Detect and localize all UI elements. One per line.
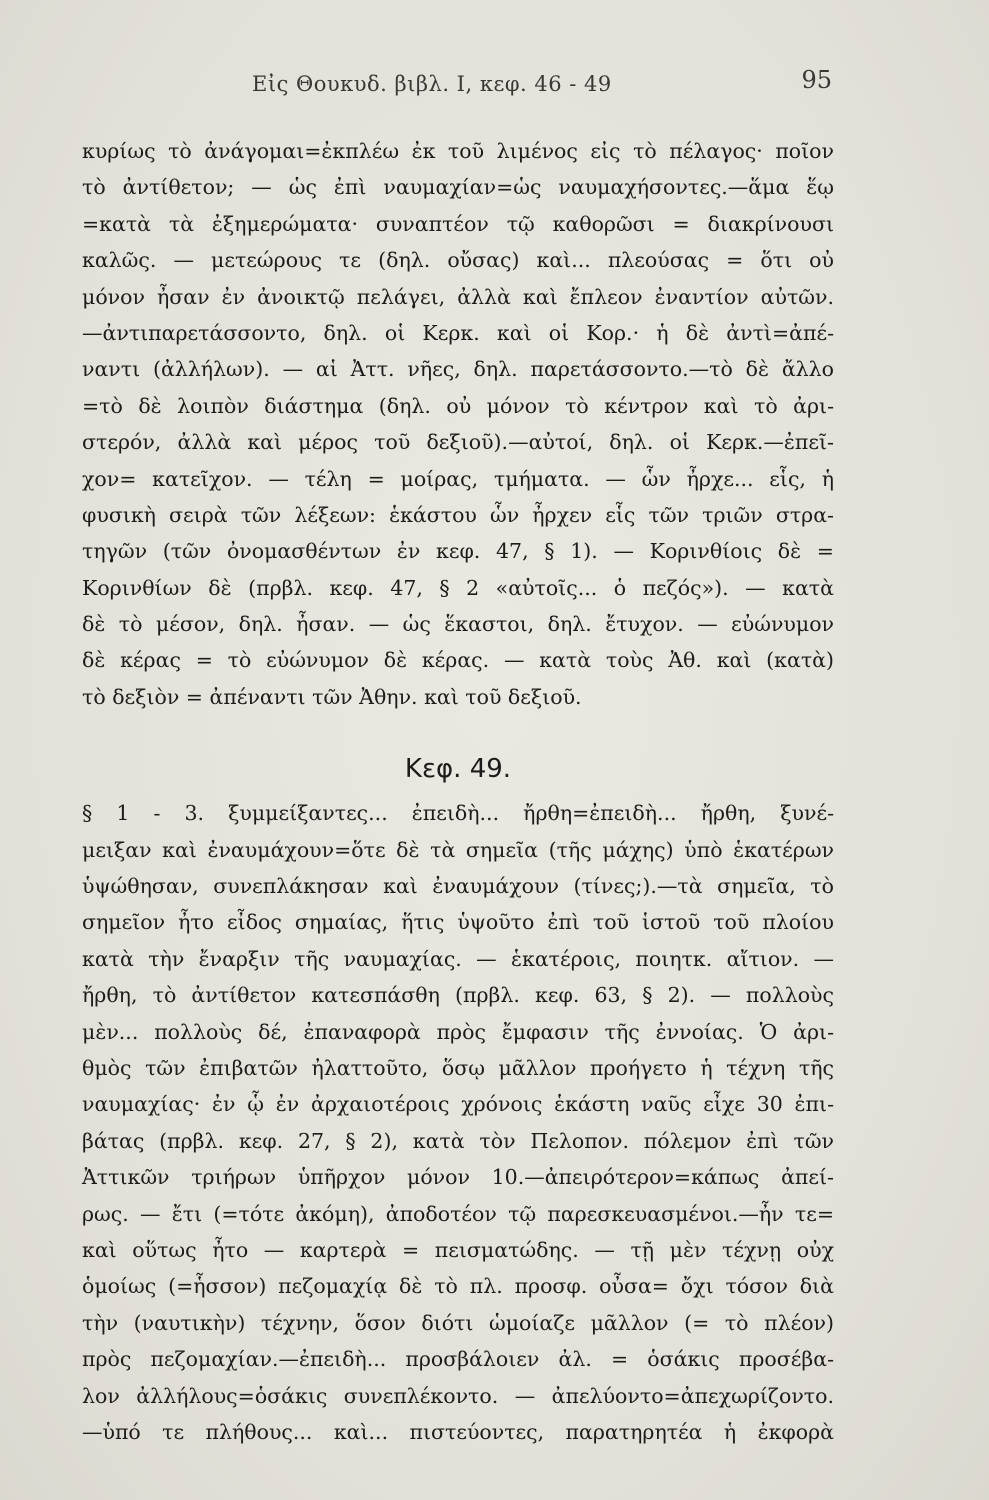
text-line: τὸ δεξιὸν = ἀπέναντι τῶν Ἀθην. καὶ τοῦ δεξιοῦ. bbox=[82, 684, 582, 709]
text-line: —ἀντιπαρετάσσοντο, δηλ. οἱ Κερκ. καὶ οἱ Κορ.· ἡ δὲ ἀντὶ=ἀπέ- bbox=[82, 320, 834, 345]
text-line: μειξαν καὶ ἐναυμάχουν=ὅτε δὲ τὰ σημεῖα (τῆς μάχης) ὑπὸ ἑκατέρων bbox=[82, 837, 834, 862]
text-line: σημεῖον ἦτο εἶδος σημαίας, ἥτις ὑψοῦτο ἐπὶ τοῦ ἱστοῦ τοῦ πλοίου bbox=[82, 910, 834, 935]
text-line: ὁμοίως (=ἧσσον) πεζομαχίᾳ δὲ τὸ πλ. προσφ. οὖσα= ὄχι τόσον διὰ bbox=[82, 1274, 834, 1299]
text-line: =κατὰ τὰ ἐξημερώματα· συναπτέον τῷ καθορῶσι = διακρίνουσι bbox=[82, 211, 834, 236]
text-line: § 1 - 3. ξυμμείξαντες... ἐπειδὴ... ἤρθη=ἐπειδὴ... ἤρθη, ξυνέ- bbox=[82, 801, 834, 826]
text-line: στερόν, ἀλλὰ καὶ μέρος τοῦ δεξιοῦ).—αὐτοί, δηλ. οἱ Κερκ.—ἐπεῖ- bbox=[82, 430, 834, 455]
chapter-heading: Κεφ. 49. bbox=[404, 754, 512, 785]
text-line: μόνον ἦσαν ἐν ἀνοικτῷ πελάγει, ἀλλὰ καὶ ἔπλεον ἐναντίον αὐτῶν. bbox=[82, 284, 834, 309]
commentary-text bbox=[82, 133, 834, 1450]
page-header bbox=[92, 66, 832, 102]
text-line: μὲν... πολλοὺς δέ, ἐπαναφορὰ πρὸς ἔμφασιν τῆς ἐννοίας. Ὁ ἀρι- bbox=[82, 1019, 834, 1044]
text-line: ὑψώθησαν, συνεπλάκησαν καὶ ἐναυμάχουν (τίνες;).—τὰ σημεῖα, τὸ bbox=[82, 874, 834, 899]
text-line: τὸ ἀντίθετον; — ὡς ἐπὶ ναυμαχίαν=ὡς ναυμαχήσοντες.—ἅμα ἕῳ bbox=[82, 175, 834, 200]
text-line: ναυμαχίας· ἐν ᾧ ἐν ἀρχαιοτέροις χρόνοις ἑκάστη ναῦς εἶχε 30 ἐπι- bbox=[82, 1092, 834, 1117]
running-head: Εἰς Θουκυδ. βιβλ. Ι, κεφ. 46 - 49 bbox=[252, 72, 612, 96]
text-line: δὲ τὸ μέσον, δηλ. ἦσαν. — ὡς ἕκαστοι, δηλ. ἔτυχον. — εὐώνυμον bbox=[82, 612, 834, 637]
text-line: Κορινθίων δὲ (πρβλ. κεφ. 47, § 2 «αὐτοῖς... ὁ πεζός»). — κατὰ bbox=[82, 575, 834, 600]
text-line: καλῶς. — μετεώρους τε (δηλ. οὔσας) καὶ... πλεούσας = ὅτι οὐ bbox=[82, 248, 834, 273]
text-line: ρως. — ἔτι (=τότε ἀκόμη), ἀποδοτέον τῷ παρεσκευασμένοι.—ἦν τε= bbox=[82, 1201, 834, 1226]
text-line: θμὸς τῶν ἐπιβατῶν ἠλαττοῦτο, ὅσῳ μᾶλλον προήγετο ἡ τέχνη τῆς bbox=[82, 1055, 834, 1080]
text-line: κατὰ τὴν ἔναρξιν τῆς ναυμαχίας. — ἑκατέροις, ποιητκ. αἴτιον. — bbox=[82, 946, 834, 971]
text-line: —ὑπό τε πλήθους... καὶ... πιστεύοντες, παρατηρητέα ἡ ἐκφορὰ bbox=[82, 1419, 834, 1444]
text-line: φυσικὴ σειρὰ τῶν λέξεων: ἑκάστου ὧν ἦρχεν εἷς τῶν τριῶν στρα- bbox=[82, 502, 834, 527]
paragraph-chapter-49 bbox=[82, 795, 834, 1450]
text-line: βάτας (πρβλ. κεφ. 27, § 2), κατὰ τὸν Πελοπον. πόλεμον ἐπὶ τῶν bbox=[82, 1128, 834, 1153]
text-line: τὴν (ναυτικὴν) τέχνην, ὅσον διότι ὡμοίαζε μᾶλλον (= τὸ πλέον) bbox=[82, 1310, 834, 1335]
text-line: ναντι (ἀλλήλων). — αἱ Ἀττ. νῆες, δηλ. παρετάσσοντο.—τὸ δὲ ἄλλο bbox=[82, 357, 834, 382]
text-line: χον= κατεῖχον. — τέλη = μοίρας, τμήματα. — ὧν ἦρχε... εἷς, ἡ bbox=[82, 466, 834, 491]
text-line: =τὸ δὲ λοιπὸν διάστημα (δηλ. οὐ μόνον τὸ κέντρον καὶ τὸ ἀρι- bbox=[82, 393, 834, 418]
page-number: 95 bbox=[801, 66, 832, 94]
text-line: κυρίως τὸ ἀνάγομαι=ἐκπλέω ἐκ τοῦ λιμένος εἰς τὸ πέλαγος· ποῖον bbox=[82, 139, 834, 163]
text-line: Ἀττικῶν τριήρων ὑπῆρχον μόνον 10.—ἀπειρότερον=κάπως ἀπεί- bbox=[82, 1165, 834, 1190]
text-line: δὲ κέρας = τὸ εὐώνυμον δὲ κέρας. — κατὰ τοὺς Ἀθ. καὶ (κατὰ) bbox=[82, 648, 834, 673]
text-line: τηγῶν (τῶν ὀνομασθέντων ἐν κεφ. 47, § 1). — Κορινθίοις δὲ = bbox=[82, 539, 834, 564]
text-line: λον ἀλλήλους=ὁσάκις συνεπλέκοντο. — ἀπελύοντο=ἀπεχωρίζοντο. bbox=[82, 1383, 834, 1408]
paragraph-chapter-48 bbox=[82, 133, 834, 715]
text-line: πρὸς πεζομαχίαν.—ἐπειδὴ... προσβάλοιεν ἀλ. = ὁσάκις προσέβα- bbox=[82, 1347, 834, 1372]
text-line: καὶ οὕτως ἦτο — καρτερὰ = πεισματώδης. — τῇ μὲν τέχνῃ οὐχ bbox=[82, 1237, 834, 1262]
text-line: ἤρθη, τὸ ἀντίθετον κατεσπάσθη (πρβλ. κεφ. 63, § 2). — πολλοὺς bbox=[82, 983, 834, 1008]
